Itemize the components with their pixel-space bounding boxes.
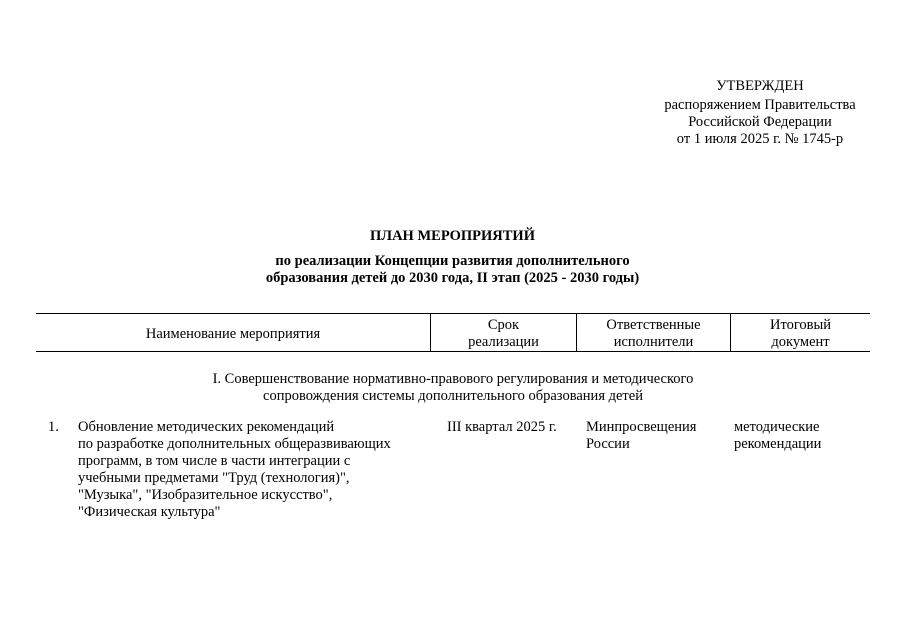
row-activity-line: "Музыка", "Изобразительное искусство", bbox=[78, 487, 333, 503]
document-subtitle: по реализации Концепции развития дополнительного bbox=[275, 253, 630, 269]
column-header-label: Наименование мероприятия bbox=[145, 326, 321, 342]
section-heading bbox=[36, 371, 870, 405]
row-responsible-line: Минпросвещения bbox=[586, 419, 697, 435]
row-activity-line: программ, в том числе в части интеграции с bbox=[78, 453, 351, 469]
approval-block bbox=[640, 78, 880, 148]
row-activity-name bbox=[78, 419, 428, 521]
row-number: 1. bbox=[48, 419, 59, 435]
column-header-label: реализации bbox=[468, 334, 539, 350]
column-header-document bbox=[731, 317, 870, 351]
column-header-term bbox=[431, 317, 576, 351]
column-header-label: Срок bbox=[487, 317, 520, 333]
document-subtitle: образования детей до 2030 года, II этап (2025 - 2030 годы) bbox=[265, 270, 640, 286]
column-header-label: Итоговый bbox=[769, 317, 832, 333]
column-header-responsible bbox=[577, 317, 730, 351]
document-title: ПЛАН МЕРОПРИЯТИЙ bbox=[370, 228, 535, 244]
approval-line: распоряжением Правительства bbox=[664, 97, 856, 113]
row-responsible-line: России bbox=[586, 436, 630, 452]
row-document bbox=[734, 419, 864, 453]
column-header-label: Ответственные bbox=[606, 317, 701, 333]
table-header-bottom-rule bbox=[36, 351, 870, 352]
section-heading-line: I. Совершенствование нормативно-правового регулирования и методического bbox=[212, 371, 694, 387]
approval-line: от 1 июля 2025 г. № 1745-р bbox=[676, 131, 844, 147]
document-title-block bbox=[0, 228, 905, 287]
section-heading-line: сопровождения системы дополнительного образования детей bbox=[263, 388, 643, 404]
column-header-label: документ bbox=[771, 334, 830, 350]
row-responsible bbox=[586, 419, 726, 453]
row-activity-line: по разработке дополнительных общеразвивающих bbox=[78, 436, 391, 452]
table-top-rule bbox=[36, 313, 870, 314]
approval-heading: УТВЕРЖДЕН bbox=[716, 78, 804, 94]
row-activity-line: учебными предметами "Труд (технология)", bbox=[78, 470, 350, 486]
row-activity-line: "Физическая культура" bbox=[78, 504, 221, 520]
column-header-name bbox=[36, 326, 430, 343]
row-term: III квартал 2025 г. bbox=[447, 419, 557, 435]
row-document-line: методические bbox=[734, 419, 820, 435]
row-activity-line: Обновление методических рекомендаций bbox=[78, 419, 335, 435]
column-header-label: исполнители bbox=[613, 334, 694, 350]
approval-line: Российской Федерации bbox=[688, 114, 832, 130]
row-document-line: рекомендации bbox=[734, 436, 822, 452]
